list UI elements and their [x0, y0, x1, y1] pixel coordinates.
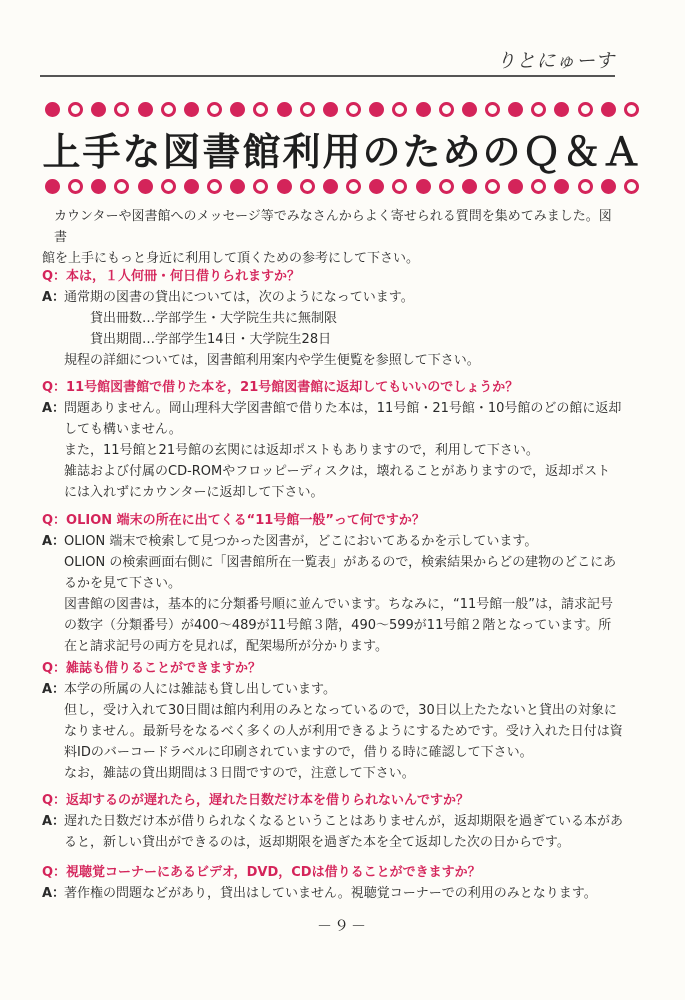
decorative-dot [346, 179, 361, 194]
decorative-dot [578, 179, 593, 194]
answer-label: A： [42, 886, 66, 901]
qa-item [42, 266, 622, 371]
answer-label: A： [42, 534, 66, 549]
decorative-dot [485, 102, 500, 117]
decorative-dot [416, 102, 431, 117]
decorative-dot [531, 102, 546, 117]
intro-paragraph [42, 206, 622, 269]
answer-line: 料IDのバーコードラベルに印刷されていますので，借りる時に確認して下さい。 [64, 745, 533, 760]
decorative-dot [184, 102, 199, 117]
answer-label: A： [42, 290, 66, 305]
decorative-dot-border-top [45, 98, 639, 120]
answer-line: 通常期の図書の貸出については，次のようになっています。 [64, 290, 414, 305]
answer-line: 図書館の図書は，基本的に分類番号順に並んでいます。ちなみに，“11号館一般”は，請求記号 [64, 597, 613, 612]
answer-line: 本学の所属の人には雑誌も貸し出しています。 [64, 682, 336, 697]
answer-line: OLION 端末で検索して見つかった図書が，どこにおいてあるかを示しています。 [64, 534, 538, 549]
decorative-dot [392, 179, 407, 194]
decorative-dot [554, 179, 569, 194]
question: Q：本は，１人何冊・何日借りられますか？ [42, 269, 301, 284]
decorative-dot-border-bottom [45, 175, 639, 197]
qa-item [42, 790, 622, 853]
decorative-dot [392, 102, 407, 117]
answer-line: るかを見て下さい。 [64, 576, 182, 591]
decorative-dot [624, 102, 639, 117]
header-divider [40, 75, 615, 77]
decorative-dot [68, 102, 83, 117]
decorative-dot [554, 102, 569, 117]
decorative-dot [531, 179, 546, 194]
decorative-dot [323, 179, 338, 194]
decorative-dot [369, 179, 384, 194]
qa-item [42, 658, 622, 784]
decorative-dot [439, 102, 454, 117]
answer-line: 問題ありません。岡山理科大学図書館で借りた本は，11号館・21号館・10号館のどの館に返却 [64, 401, 622, 416]
answer-line: 著作権の問題などがあり，貸出はしていません。視聴覚コーナーでの利用のみとなります。 [64, 886, 597, 901]
decorative-dot [624, 179, 639, 194]
decorative-dot [253, 102, 268, 117]
decorative-dot [439, 179, 454, 194]
answer-line: なお，雑誌の貸出期間は３日間ですので，注意して下さい。 [64, 766, 415, 781]
answer-line: 規程の詳細については，図書館利用案内や学生便覧を参照して下さい。 [64, 353, 480, 368]
answer-line: の数字（分類番号）が400～489が11号館３階，490～599が11号館２階となっています。所 [64, 618, 612, 633]
decorative-dot [91, 102, 106, 117]
answer-label: A： [42, 814, 66, 829]
question: Q：OLION 端末の所在に出てくる“11号館一般”って何ですか？ [42, 513, 425, 528]
answer-line: また，11号館と21号館の玄関には返却ポストもありますので，利用して下さい。 [64, 443, 539, 458]
decorative-dot [138, 179, 153, 194]
page-title: 上手な図書館利用のためのＱ＆Ａ [42, 130, 643, 174]
decorative-dot [300, 179, 315, 194]
decorative-dot [462, 179, 477, 194]
answer-line: なりません。最新号をなるべく多くの人が利用できるようにするためです。受け入れた日付は資 [64, 724, 623, 739]
answer [42, 883, 622, 904]
decorative-dot [300, 102, 315, 117]
decorative-dot [253, 179, 268, 194]
question: Q：雑誌も借りることができますか？ [42, 661, 262, 676]
decorative-dot [369, 102, 384, 117]
qa-item [42, 862, 622, 904]
decorative-dot [68, 179, 83, 194]
decorative-dot [161, 102, 176, 117]
decorative-dot [416, 179, 431, 194]
decorative-dot [114, 102, 129, 117]
answer [42, 531, 622, 657]
answer-line: 遅れた日数だけ本が借りられなくなるということはありませんが，返却期限を過ぎている本があ [64, 814, 624, 829]
qa-item [42, 510, 622, 657]
answer [42, 811, 622, 853]
answer-line: 在と請求記号の両方を見れば，配架場所が分かります。 [64, 639, 388, 654]
decorative-dot [91, 179, 106, 194]
decorative-dot [277, 179, 292, 194]
decorative-dot [230, 179, 245, 194]
decorative-dot [508, 102, 523, 117]
decorative-dot [508, 179, 523, 194]
question: Q：返却するのが遅れたら，遅れた日数だけ本を借りられないんですか？ [42, 793, 470, 808]
decorative-dot [138, 102, 153, 117]
decorative-dot [161, 179, 176, 194]
answer [42, 679, 622, 784]
intro-line: 館を上手にもっと身近に利用して頂くための参考にして下さい。 [42, 251, 420, 266]
decorative-dot [277, 102, 292, 117]
answer-line: 雑誌および付属のCD-ROMやフロッピーディスクは，壊れることがありますので，返却ポスト [64, 464, 611, 479]
answer [42, 398, 622, 503]
decorative-dot [601, 102, 616, 117]
question: Q：視聴覚コーナーにあるビデオ，DVD，CDは借りることができますか？ [42, 865, 481, 880]
intro-line: カウンターや図書館へのメッセージ等でみなさんからよく寄せられる質問を集めてみました。図書 [54, 209, 612, 245]
decorative-dot [485, 179, 500, 194]
question: Q：11号館図書館で借りた本を，21号館図書館に返却してもいいのでしょうか？ [42, 380, 519, 395]
newsletter-title: りとにゅーす [496, 50, 615, 72]
decorative-dot [346, 102, 361, 117]
decorative-dot [45, 102, 60, 117]
answer-line: しても構いません。 [64, 422, 182, 437]
decorative-dot [462, 102, 477, 117]
answer-label: A： [42, 401, 66, 416]
answer-line: には入れずにカウンターに返却して下さい。 [64, 485, 324, 500]
answer-line: ると，新しい貸出ができるのは，返却期限を過ぎた本を全て返却した次の日からです。 [64, 835, 570, 850]
qa-item [42, 377, 622, 503]
decorative-dot [230, 102, 245, 117]
decorative-dot [45, 179, 60, 194]
page-number: －９－ [316, 917, 368, 935]
decorative-dot [184, 179, 199, 194]
decorative-dot [323, 102, 338, 117]
answer-label: A： [42, 682, 66, 697]
answer-line: 貸出期間…学部学生14日・大学院生28日 [64, 332, 332, 347]
answer-line: 貸出冊数…学部学生・大学院生共に無制限 [64, 311, 338, 326]
decorative-dot [114, 179, 129, 194]
decorative-dot [601, 179, 616, 194]
decorative-dot [578, 102, 593, 117]
answer-line: 但し，受け入れて30日間は館内利用のみとなっているので，30日以上たたないと貸出の対象に [64, 703, 617, 718]
answer-line: OLION の検索画面右側に「図書館所在一覧表」があるので，検索結果からどの建物のどこにあ [64, 555, 617, 570]
decorative-dot [207, 179, 222, 194]
answer [42, 287, 622, 371]
decorative-dot [207, 102, 222, 117]
